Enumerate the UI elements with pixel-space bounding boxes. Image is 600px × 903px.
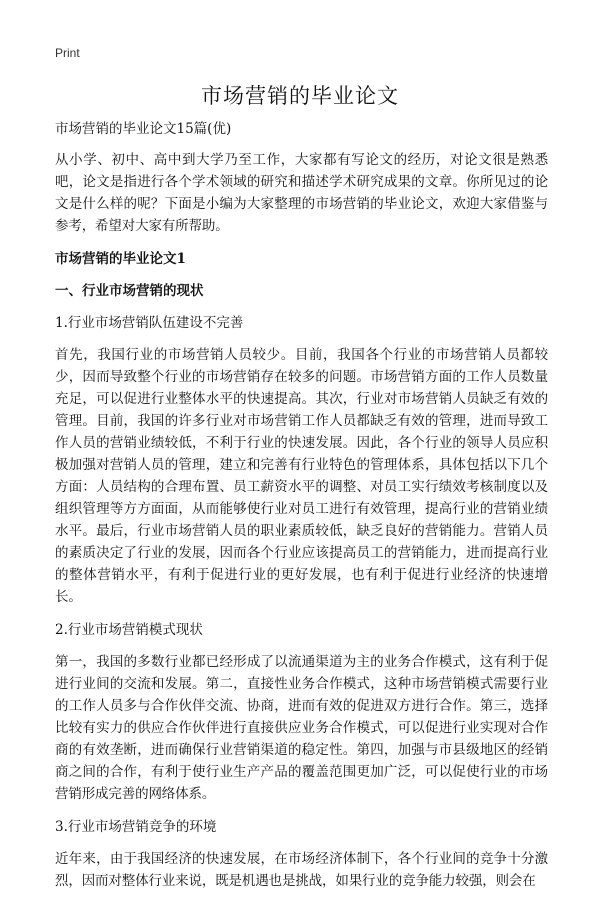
item-heading-3: 3.行业市场营销竞争的环境 xyxy=(55,819,217,835)
item-heading-1: 1.行业市场营销队伍建设不完善 xyxy=(55,315,244,331)
document-body xyxy=(55,118,548,903)
part-heading: 一、行业市场营销的现状 xyxy=(55,283,204,299)
item-paragraph-3: 近年来，由于我国经济的快速发展，在市场经济体制下，各个行业间的竞争十分激烈，因而对整体行业来说，既是机遇也是挑战，如果行业的竞争能力较强，则会在 xyxy=(55,851,548,889)
item-heading-2: 2.行业市场营销模式现状 xyxy=(55,622,203,638)
intro-paragraph: 从小学、初中、高中到大学乃至工作，大家都有写论文的经历，对论文很是熟悉吧，论文是指进行各个学术领域的研究和描述学术研究成果的文章。你所见过的论文是什么样的呢？下面是小编为大家整理的市场营销的毕业论文，欢迎大家借鉴与参考，希望对大家有所帮助。 xyxy=(55,152,548,234)
item-paragraph-1: 首先，我国行业的市场营销人员较少。目前，我国各个行业的市场营销人员都较少，因而导致整个行业的市场营销存在较多的问题。市场营销方面的工作人员数量充足，可以促进行业整体水平的快速提高。其次，行业对市场营销人员缺乏有效的管理。目前，我国的许多行业对市场营销工作人员都缺乏有效的管理，进而导致工作人员的营销业绩较低，不利于行业的快速发展。因此，各个行业的领导人员应积极加强对营销人员的管理，建立和完善有行业特色的管理体系，具体包括以下几个方面：人员结构的合理布置、员工薪资水平的调整、对员工实行绩效考核制度以及组织管理等方方面面，从而能够使行业对员工进行有效管理，提高行业的营销业绩水平。最后，行业市场营销人员的职业素质较低，缺乏良好的营销能力。营销人员的素质决定了行业的发展，因而各个行业应该提高员工的营销能力，进而提高行业的整体营销水平，有利于促进行业的更好发展，也有利于促进行业经济的快速增长。 xyxy=(55,347,548,605)
document-subtitle: 市场营销的毕业论文15篇(优) xyxy=(55,121,232,137)
section-heading: 市场营销的毕业论文1 xyxy=(55,251,186,267)
item-paragraph-2: 第一，我国的多数行业都已经形成了以流通渠道为主的业务合作模式，这有利于促进行业间的交流和发展。第二，直接性业务合作模式，这种市场营销模式需要行业的工作人员多与合作伙伴交流、协商，进而有效的促进双方进行合作。第三，选择比较有实力的供应合作伙伴进行直接供应业务合作模式，可以促进行业实现对合作商的有效垄断，进而确保行业营销渠道的稳定性。第四，加强与市县级地区的经销商之间的合作，有利于使行业生产产品的覆盖范围更加广泛，可以促使行业的市场营销形成完善的网络体系。 xyxy=(55,654,548,802)
print-label: Print xyxy=(55,46,80,60)
document-title: 市场营销的毕业论文 xyxy=(201,84,399,108)
